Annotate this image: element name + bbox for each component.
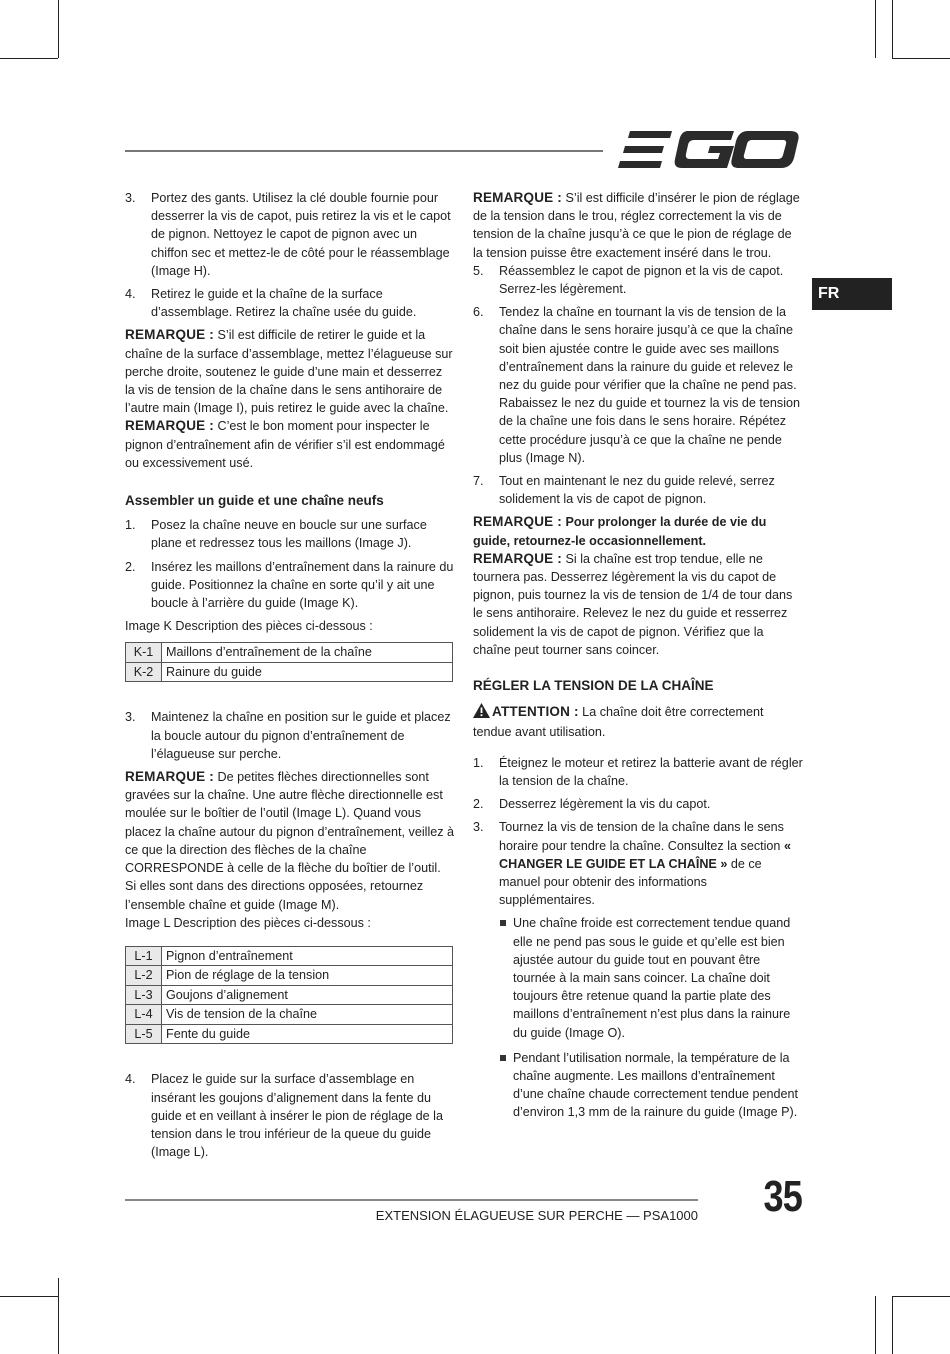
warning-text: La chaîne doit être correctement tendue avant utilisation.	[473, 705, 764, 740]
bullet-text: Pendant l’utilisation normale, la température de la chaîne augmente. Les maillons d’entraînement d’une chaîne chaude correctement tendue pendent d’environ 1,3 mm de la rainure du guide (Image P).	[513, 1050, 798, 1120]
section-heading: RÉGLER LA TENSION DE LA CHAÎNE	[473, 678, 714, 694]
crop-mark	[58, 0, 59, 58]
item-text: Tout en maintenant le nez du guide relevé, serrez solidement la vis de capot de pignon.	[499, 474, 775, 507]
item-text: Portez des gants. Utilisez la clé double fournie pour desserrer la vis de capot, puis retirez la vis et le capot de pignon. Nettoyez le capot de pignon avec un chiffon sec et mettez-le de côté pour le réassemblage (Image H).	[151, 191, 451, 278]
crop-mark	[58, 1278, 59, 1354]
note	[125, 768, 455, 914]
table-row	[126, 643, 453, 663]
list-item	[473, 303, 803, 467]
list-item	[473, 818, 803, 909]
item-number: 4.	[125, 1072, 136, 1087]
part-description: Goujons d’alignement	[162, 985, 453, 1005]
item-number: 3.	[473, 820, 484, 835]
table-row	[126, 985, 453, 1005]
parts-table-l	[125, 946, 453, 1045]
part-code: L-2	[126, 966, 162, 986]
section-heading: Assembler un guide et une chaîne neufs	[125, 493, 384, 509]
square-bullet-icon	[500, 1055, 506, 1061]
bullet-item	[473, 1049, 803, 1122]
part-code: K-2	[126, 662, 162, 682]
note-text: S’il est difficile d’insérer le pion de réglage de la tension dans le trou, réglez correctement la vis de tension de la chaîne jusqu’à ce que le pion de réglage de la tension puisse être exactement inséré dans le trou.	[473, 191, 800, 260]
crop-mark	[0, 1296, 58, 1297]
note-label: REMARQUE :	[125, 418, 214, 434]
note-text: De petites flèches directionnelles sont gravées sur la chaîne. Une autre flèche directionnelle est moulée sur le boîtier de l’outil (Image L). Quand vous placez la chaîne autour du pignon d’entraînement, veillez à ce que la direction des flèches de la chaîne CORRESPONDE à celle de la flèche du boîtier de l’outil. Si elles sont dans des directions opposées, retournez l’ensemble chaîne et guide (Image M).	[125, 770, 455, 912]
note-text: S’il est difficile de retirer le guide et la chaîne de la surface d’assemblage, mettez l’élagueuse sur perche droite, soutenez le guide d’une main et desserrez la vis de tension de la chaîne dans le sens antihoraire de l’autre main (Image I), puis retirez le guide avec la chaîne.	[125, 328, 453, 416]
bullet-text: Une chaîne froide est correctement tendue quand elle ne pend pas sous le guide et qu’elle est bien ajustée autour du guide tout en pouvant être tournée à la main sans coincer. La chaîne doit toujours être retenue quand la partie plate des maillons d’entraînement n’est plus dans la rainure du guide (Image O).	[513, 916, 791, 1040]
parts-caption: Image L Description des pièces ci-dessous :	[125, 915, 371, 930]
part-code: L-3	[126, 985, 162, 1005]
footer-title: EXTENSION ÉLAGUEUSE SUR PERCHE — PSA1000	[375, 1208, 698, 1223]
note	[125, 417, 455, 472]
item-text: Posez la chaîne neuve en boucle sur une surface plane et redressez tous les maillons (Image J).	[151, 518, 427, 551]
table-row	[126, 946, 453, 966]
header-rule	[125, 150, 603, 152]
section-reference: « CHANGER LE GUIDE ET LA CHAÎNE »	[499, 838, 791, 871]
table-row	[126, 1005, 453, 1025]
note-text: Si la chaîne est trop tendue, elle ne tournera pas. Desserrez légèrement la vis du capot de pignon, puis tournez la vis de tension de 1/4 de tour dans le sens antihoraire. Relevez le nez du guide et resserrez solidement la vis de capot de pignon. Vérifiez que la chaîne peut tourner sans coincer.	[473, 551, 793, 657]
table-row	[126, 966, 453, 986]
part-code: L-4	[126, 1005, 162, 1025]
part-code: L-5	[126, 1024, 162, 1044]
note-text: C’est le bon moment pour inspecter le pignon d’entraînement afin de vérifier s’il est endommagé ou excessivement usé.	[125, 419, 445, 470]
item-number: 1.	[473, 755, 484, 770]
note	[125, 326, 455, 417]
parts-caption: Image K Description des pièces ci-dessous :	[125, 619, 373, 634]
crop-mark	[892, 1296, 893, 1354]
part-code: L-1	[126, 946, 162, 966]
warning	[473, 703, 803, 741]
language-tab: FR	[812, 278, 892, 310]
part-description: Maillons d’entraînement de la chaîne	[162, 643, 453, 663]
crop-mark	[892, 58, 950, 59]
item-text: Desserrez légèrement la vis du capot.	[499, 797, 711, 812]
note	[473, 513, 803, 549]
crop-mark	[892, 1296, 950, 1297]
item-number: 4.	[125, 287, 136, 302]
list-item	[473, 754, 803, 790]
note-label: REMARQUE :	[125, 769, 214, 785]
item-number: 6.	[473, 305, 484, 320]
table-row	[126, 1024, 453, 1044]
item-text: Retirez le guide et la chaîne de la surface d’assemblage. Retirez la chaîne usée du guide.	[151, 287, 417, 320]
part-description: Rainure du guide	[162, 662, 453, 682]
note-label: REMARQUE :	[473, 514, 562, 530]
list-item	[125, 189, 455, 280]
item-number: 3.	[125, 191, 136, 205]
note	[473, 550, 803, 659]
square-bullet-icon	[500, 920, 506, 926]
item-text-part: de ce manuel pour obtenir des informations supplémentaires.	[499, 856, 762, 908]
item-text: Maintenez la chaîne en position sur le guide et placez la boucle autour du pignon d’entraînement de l’élagueuse sur perche.	[151, 710, 451, 761]
item-text: Éteignez le moteur et retirez la batterie avant de régler la tension de la chaîne.	[499, 755, 803, 788]
note-label: REMARQUE :	[125, 327, 214, 343]
item-text: Tendez la chaîne en tournant la vis de tension de la chaîne dans le sens horaire jusqu’à ce que la chaîne soit bien ajustée contre le guide avec ses maillons d’entraînement dans la rainure du guide et relevez le nez du guide pour vérifier que la chaîne ne pend pas. Rabaissez le nez du guide et tournez la vis de tension de la chaîne une fois dans le sens horaire. Répétez cette procédure jusqu’à ce que la chaîne ne pende plus (Image N).	[499, 305, 801, 465]
item-text: Insérez les maillons d’entraînement dans la rainure du guide. Positionnez la chaîne en sorte qu’il y ait une boucle à l’arrière du guide (Image K).	[151, 559, 454, 611]
list-item	[473, 472, 803, 508]
table-row	[126, 662, 453, 682]
list-item	[125, 708, 455, 763]
warning-label: ATTENTION :	[492, 704, 579, 720]
crop-mark	[875, 1296, 876, 1354]
list-item	[125, 1070, 455, 1161]
item-number: 2.	[125, 559, 136, 574]
bullet-item	[473, 914, 803, 1041]
list-item	[473, 795, 803, 813]
crop-mark	[0, 58, 58, 59]
item-number: 2.	[473, 797, 484, 812]
note-text: Pour prolonger la durée de vie du guide, retournez-le occasionnellement.	[473, 515, 767, 548]
list-item	[125, 558, 455, 613]
item-number: 1.	[125, 518, 136, 533]
item-number: 7.	[473, 474, 484, 489]
note-label: REMARQUE :	[473, 190, 562, 205]
parts-table-k	[125, 642, 453, 682]
crop-mark	[892, 0, 893, 58]
warning-icon	[473, 703, 490, 723]
item-number: 5.	[473, 263, 484, 278]
item-number: 3.	[125, 710, 136, 725]
item-text: Placez le guide sur la surface d’assemblage en insérant les goujons d’alignement dans la fente du guide et en veillant à insérer le pion de réglage de la tension dans le trou inférieur de la queue du guide (Image L).	[151, 1072, 443, 1160]
item-text: Réassemblez le capot de pignon et la vis de capot. Serrez-les légèrement.	[499, 263, 784, 297]
ego-logo	[612, 128, 802, 172]
page-number: 35	[763, 1172, 802, 1221]
crop-mark	[875, 0, 876, 58]
part-description: Pion de réglage de la tension	[162, 966, 453, 986]
footer-rule	[125, 1199, 698, 1201]
list-item	[125, 516, 455, 552]
note-label: REMARQUE :	[473, 550, 562, 566]
part-description: Pignon d’entraînement	[162, 946, 453, 966]
left-column	[125, 189, 455, 1166]
part-description: Vis de tension de la chaîne	[162, 1005, 453, 1025]
right-column	[473, 189, 803, 1129]
part-code: K-1	[126, 643, 162, 663]
note	[473, 189, 803, 262]
part-description: Fente du guide	[162, 1024, 453, 1044]
list-item	[473, 262, 803, 298]
item-text	[499, 818, 803, 909]
item-text-part: Tournez la vis de tension de la chaîne dans le sens horaire pour tendre la chaîne. Consultez la section	[499, 820, 784, 853]
list-item	[125, 285, 455, 321]
